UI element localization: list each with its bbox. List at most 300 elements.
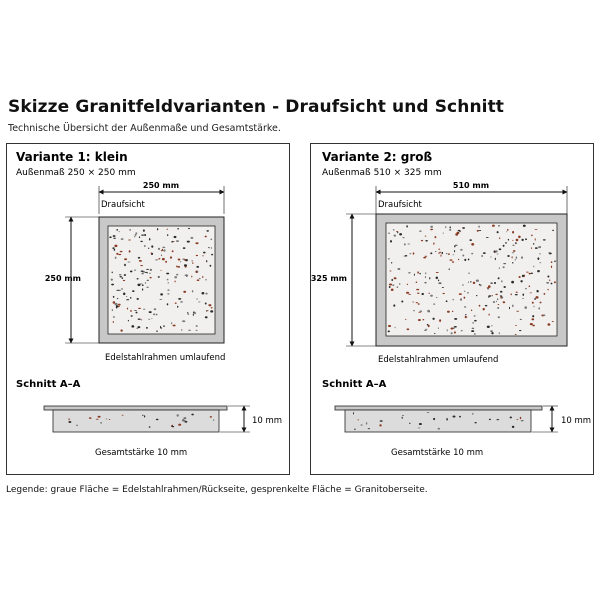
granite-speckle [509, 307, 510, 309]
granite-speckle [130, 270, 133, 272]
granite-speckle [490, 330, 493, 331]
granite-speckle [196, 330, 198, 331]
thickness-note: Gesamtstärke 10 mm [391, 448, 484, 458]
granite-speckle [490, 257, 491, 258]
granite-speckle [479, 230, 481, 231]
granite-speckle [407, 284, 408, 285]
granite-speckle [205, 236, 207, 238]
outer-size-label: Außenmaß 510 × 325 mm [322, 168, 442, 178]
granite-speckle [436, 277, 438, 280]
granite-speckle [451, 332, 453, 334]
granite-speckle [413, 310, 415, 311]
granite-speckle [119, 274, 122, 275]
granite-speckle [519, 276, 521, 278]
granite-speckle [126, 296, 127, 297]
granite-speckle [196, 271, 198, 274]
granite-speckle [474, 422, 476, 423]
variant-2-drawing [311, 144, 593, 474]
granite-speckle [187, 241, 190, 243]
granite-speckle [424, 282, 426, 283]
granite-speckle [180, 301, 183, 303]
granite-speckle [124, 264, 126, 266]
granite-speckle [368, 428, 371, 429]
granite-speckle [100, 422, 102, 424]
granite-speckle [482, 255, 483, 257]
granite-speckle [512, 426, 515, 428]
granite-speckle [449, 229, 451, 231]
granite-speckle [536, 290, 538, 293]
granite-speckle [394, 277, 397, 279]
granite-speckle [142, 415, 144, 416]
granite-speckle [423, 319, 425, 320]
granite-speckle [471, 253, 473, 255]
granite-speckle [388, 325, 391, 327]
granite-speckle [207, 310, 208, 311]
granite-speckle [121, 288, 123, 290]
granite-speckle [474, 315, 476, 317]
granite-speckle [530, 323, 533, 325]
granite-speckle [116, 305, 118, 307]
granite-speckle [414, 274, 415, 276]
granite-speckle [366, 422, 367, 425]
granite-speckle [452, 261, 454, 263]
granite-speckle [464, 306, 466, 308]
frame-note: Edelstahlrahmen umlaufend [378, 355, 499, 365]
granite-speckle [183, 420, 186, 422]
granite-speckle [115, 303, 118, 306]
granite-speckle [388, 331, 390, 333]
granite-speckle [521, 239, 523, 241]
granite-speckle [436, 272, 439, 273]
granite-speckle [530, 273, 533, 274]
granite-speckle [464, 259, 466, 261]
granite-speckle [498, 304, 500, 305]
granite-speckle [188, 330, 191, 331]
granite-speckle [191, 276, 192, 278]
granite-speckle [171, 322, 172, 324]
granite-speckle [468, 281, 469, 283]
granite-speckle [406, 225, 408, 227]
granite-speckle [150, 269, 153, 271]
granite-speckle [423, 257, 426, 259]
granite-speckle [428, 325, 430, 327]
granite-speckle [515, 242, 517, 244]
granite-speckle [500, 296, 501, 298]
granite-speckle [159, 299, 162, 300]
granite-speckle [205, 293, 207, 295]
granite-speckle [479, 305, 481, 307]
granite-speckle [127, 308, 128, 310]
granite-speckle [176, 265, 178, 267]
granite-speckle [522, 294, 524, 296]
granite-speckle [430, 229, 433, 230]
granite-speckle [406, 292, 409, 294]
granite-speckle [511, 293, 512, 295]
granite-speckle [130, 310, 132, 312]
granite-speckle [380, 420, 383, 422]
granite-speckle [438, 280, 439, 282]
granite-speckle [435, 251, 436, 252]
granite-speckle [512, 252, 515, 253]
granite-speckle [143, 229, 145, 231]
granite-speckle [149, 426, 151, 428]
granite-speckle [471, 309, 472, 311]
legend: Legende: graue Fläche = Edelstahlrahmen/Rückseite, gesprenkelte Fläche = Granitoberseite. [6, 485, 428, 495]
granite-speckle [184, 264, 187, 266]
granite-speckle [114, 245, 117, 247]
granite-speckle [148, 248, 149, 249]
granite-speckle [538, 258, 540, 260]
granite-speckle [399, 233, 402, 235]
granite-speckle [446, 253, 448, 254]
granite-speckle [407, 328, 410, 330]
granite-speckle [449, 226, 450, 228]
granite-speckle [172, 426, 174, 427]
granite-speckle [138, 326, 141, 328]
granite-speckle [196, 266, 199, 268]
granite-speckle [496, 301, 497, 302]
granite-speckle [476, 295, 477, 296]
granite-speckle [452, 299, 453, 301]
granite-speckle [112, 272, 113, 274]
height-label: 325 mm [311, 274, 347, 283]
granite-speckle [474, 320, 477, 322]
granite-speckle [534, 229, 537, 230]
granite-speckle [202, 255, 204, 256]
granite-speckle [211, 307, 213, 308]
granite-speckle [202, 276, 203, 278]
granite-speckle [154, 308, 157, 310]
frame-note: Edelstahlrahmen umlaufend [105, 353, 226, 363]
granite-speckle [425, 240, 428, 242]
granite-speckle [516, 256, 518, 259]
granite-speckle [187, 314, 189, 315]
granite-speckle [134, 236, 135, 237]
granite-speckle [532, 315, 534, 317]
granite-speckle [535, 296, 538, 299]
view-label: Draufsicht [378, 200, 422, 210]
granite-speckle [165, 261, 167, 263]
granite-speckle [157, 228, 158, 230]
granite-speckle [161, 254, 162, 256]
granite-speckle [151, 245, 153, 247]
granite-speckle [354, 428, 355, 430]
granite-speckle [146, 269, 149, 270]
granite-speckle [151, 318, 152, 319]
granite-speckle [118, 231, 120, 232]
granite-speckle [508, 239, 509, 241]
granite-speckle [487, 287, 490, 288]
granite-speckle [413, 301, 414, 302]
granite-speckle [526, 272, 529, 273]
outer-size-label: Außenmaß 250 × 250 mm [16, 168, 136, 178]
granite-speckle [455, 245, 458, 246]
granite-speckle [549, 279, 550, 281]
granite-speckle [427, 412, 430, 413]
granite-speckle [436, 297, 437, 298]
granite-speckle [178, 298, 181, 300]
granite-speckle [495, 258, 496, 261]
granite-speckle [134, 270, 136, 271]
granite-speckle [498, 225, 500, 226]
granite-speckle [420, 310, 423, 312]
granite-speckle [500, 291, 503, 293]
granite-speckle [210, 310, 213, 312]
granite-speckle [495, 250, 497, 252]
granite-speckle [141, 235, 144, 236]
granite-speckle [126, 299, 129, 300]
granite-speckle [462, 254, 464, 256]
granite-speckle [404, 256, 405, 257]
granite-speckle [471, 330, 474, 332]
granite-speckle [524, 306, 526, 309]
granite-speckle [472, 413, 473, 414]
granite-speckle [421, 293, 423, 295]
granite-speckle [464, 291, 465, 292]
granite-speckle [144, 415, 145, 417]
granite-speckle [113, 296, 115, 298]
granite-speckle [174, 236, 177, 238]
granite-speckle [116, 290, 119, 291]
granite-speckle [494, 282, 496, 284]
granite-speckle [129, 250, 131, 252]
granite-speckle [167, 303, 169, 305]
granite-speckle [210, 416, 213, 418]
granite-speckle [465, 314, 466, 315]
granite-speckle [389, 286, 391, 288]
granite-speckle [205, 279, 206, 281]
granite-speckle [497, 253, 499, 254]
granite-speckle [190, 237, 193, 239]
variant-1-drawing [7, 144, 289, 474]
granite-speckle [89, 417, 92, 419]
granite-speckle [177, 228, 179, 230]
granite-speckle [163, 249, 166, 251]
granite-speckle [192, 290, 194, 292]
granite-speckle [543, 239, 546, 240]
granite-speckle [473, 282, 476, 284]
granite-speckle [124, 274, 126, 276]
granite-speckle [516, 292, 518, 293]
granite-speckle [187, 312, 188, 314]
granite-speckle [182, 320, 185, 322]
granite-speckle [416, 289, 419, 291]
granite-speckle [208, 247, 210, 248]
granite-speckle [208, 304, 211, 306]
granite-speckle [449, 268, 450, 270]
granite-speckle [136, 312, 138, 314]
granite-speckle [425, 272, 426, 274]
granite-speckle [512, 231, 514, 234]
granite-speckle [435, 236, 437, 238]
granite-speckle [405, 255, 408, 257]
granite-speckle [160, 327, 162, 328]
granite-speckle [534, 298, 536, 299]
granite-speckle [139, 236, 140, 238]
granite-speckle [167, 289, 169, 290]
granite-speckle [114, 249, 116, 251]
granite-speckle [448, 253, 450, 255]
granite-speckle [499, 267, 500, 269]
granite-speckle [529, 293, 532, 294]
granite-speckle [206, 230, 209, 232]
granite-speckle [434, 333, 435, 334]
granite-speckle [496, 419, 499, 420]
granite-speckle [520, 319, 522, 320]
granite-speckle [173, 325, 176, 326]
granite-speckle [538, 246, 541, 248]
granite-speckle [167, 279, 169, 281]
granite-speckle [515, 259, 516, 260]
granite-speckle [533, 266, 534, 268]
granite-speckle [442, 287, 444, 288]
page-title: Skizze Granitfeldvarianten - Draufsicht und Schnitt [8, 97, 505, 117]
granite-speckle [547, 323, 550, 326]
granite-speckle [503, 266, 505, 268]
granite-speckle [549, 252, 551, 253]
granite-speckle [141, 270, 144, 271]
granite-speckle [162, 249, 163, 252]
granite-speckle [525, 238, 527, 240]
granite-speckle [117, 298, 119, 299]
granite-speckle [499, 248, 502, 250]
granite-speckle [139, 260, 142, 262]
granite-speckle [483, 252, 486, 254]
granite-speckle [442, 252, 444, 254]
granite-speckle [167, 234, 168, 236]
granite-speckle [113, 321, 114, 323]
granite-speckle [468, 258, 470, 260]
granite-speckle [409, 423, 411, 424]
granite-speckle [203, 252, 206, 254]
granite-speckle [488, 314, 489, 316]
granite-speckle [500, 295, 502, 296]
granite-speckle [506, 231, 507, 232]
granite-speckle [458, 230, 461, 231]
granite-speckle [515, 294, 518, 295]
granite-speckle [438, 327, 439, 329]
granite-speckle [554, 260, 555, 262]
granite-speckle [467, 292, 469, 293]
granite-speckle [462, 284, 464, 285]
granite-speckle [116, 253, 118, 255]
granite-speckle [172, 250, 174, 252]
granite-speckle [146, 287, 149, 288]
granite-speckle [498, 277, 500, 279]
granite-speckle [488, 295, 491, 296]
granite-speckle [449, 259, 452, 260]
granite-speckle [440, 254, 441, 256]
granite-speckle [480, 284, 482, 286]
granite-speckle [184, 259, 187, 260]
granite-speckle [408, 294, 411, 295]
granite-speckle [451, 328, 454, 330]
granite-speckle [119, 276, 122, 277]
granite-speckle [418, 319, 421, 321]
granite-speckle [205, 316, 208, 318]
granite-speckle [122, 415, 124, 416]
granite-speckle [131, 315, 133, 316]
granite-speckle [438, 282, 441, 283]
granite-speckle [149, 277, 151, 279]
granite-speckle [196, 325, 198, 327]
thickness-dim-label: 10 mm [561, 416, 592, 426]
granite-speckle [427, 310, 430, 313]
granite-speckle [141, 273, 144, 274]
granite-speckle [106, 418, 108, 419]
height-label: 250 mm [44, 274, 81, 283]
granite-speckle [491, 325, 492, 327]
granite-speckle [433, 242, 434, 244]
granite-speckle [418, 303, 420, 305]
granite-speckle [170, 256, 172, 258]
granite-speckle [551, 261, 553, 263]
granite-speckle [547, 289, 548, 290]
granite-speckle [168, 282, 169, 284]
granite-speckle [454, 245, 455, 247]
granite-speckle [540, 302, 542, 304]
granite-speckle [394, 234, 396, 236]
granite-speckle [520, 280, 522, 282]
granite-speckle [160, 293, 163, 295]
granite-speckle [391, 289, 394, 292]
width-label: 510 mm [452, 181, 490, 190]
granite-speckle [123, 293, 125, 296]
granite-speckle [529, 273, 531, 275]
granite-speckle [397, 287, 399, 288]
granite-speckle [401, 300, 403, 302]
granite-speckle [483, 308, 485, 310]
granite-speckle [188, 228, 190, 229]
granite-speckle [211, 254, 213, 256]
granite-speckle [132, 290, 135, 292]
granite-speckle [519, 330, 521, 331]
granite-speckle [537, 270, 540, 272]
granite-speckle [551, 265, 552, 268]
granite-speckle [111, 278, 113, 280]
granite-speckle [353, 412, 354, 414]
granite-speckle [130, 297, 132, 299]
granite-speckle [432, 318, 434, 320]
granite-speckle [135, 232, 137, 234]
granite-speckle [459, 416, 461, 418]
granite-speckle [445, 226, 446, 228]
granite-speckle [158, 248, 160, 250]
granite-speckle [162, 258, 165, 261]
granite-speckle [361, 424, 363, 426]
granite-speckle [531, 318, 534, 320]
granite-speckle [115, 257, 117, 259]
granite-speckle [425, 236, 427, 237]
granite-speckle [485, 305, 488, 307]
granite-speckle [421, 240, 423, 241]
granite-speckle [402, 417, 403, 419]
granite-speckle [516, 239, 519, 241]
granite-speckle [183, 247, 186, 249]
granite-speckle [439, 319, 441, 322]
granite-speckle [452, 311, 453, 312]
granite-speckle [213, 420, 214, 421]
granite-speckle [402, 237, 404, 238]
granite-speckle [454, 318, 457, 320]
granite-speckle [419, 273, 420, 275]
granite-speckle [552, 230, 554, 231]
granite-speckle [520, 417, 521, 419]
granite-speckle [183, 291, 186, 293]
granite-speckle [197, 279, 200, 281]
granite-speckle [471, 243, 474, 246]
granite-speckle [167, 293, 169, 294]
